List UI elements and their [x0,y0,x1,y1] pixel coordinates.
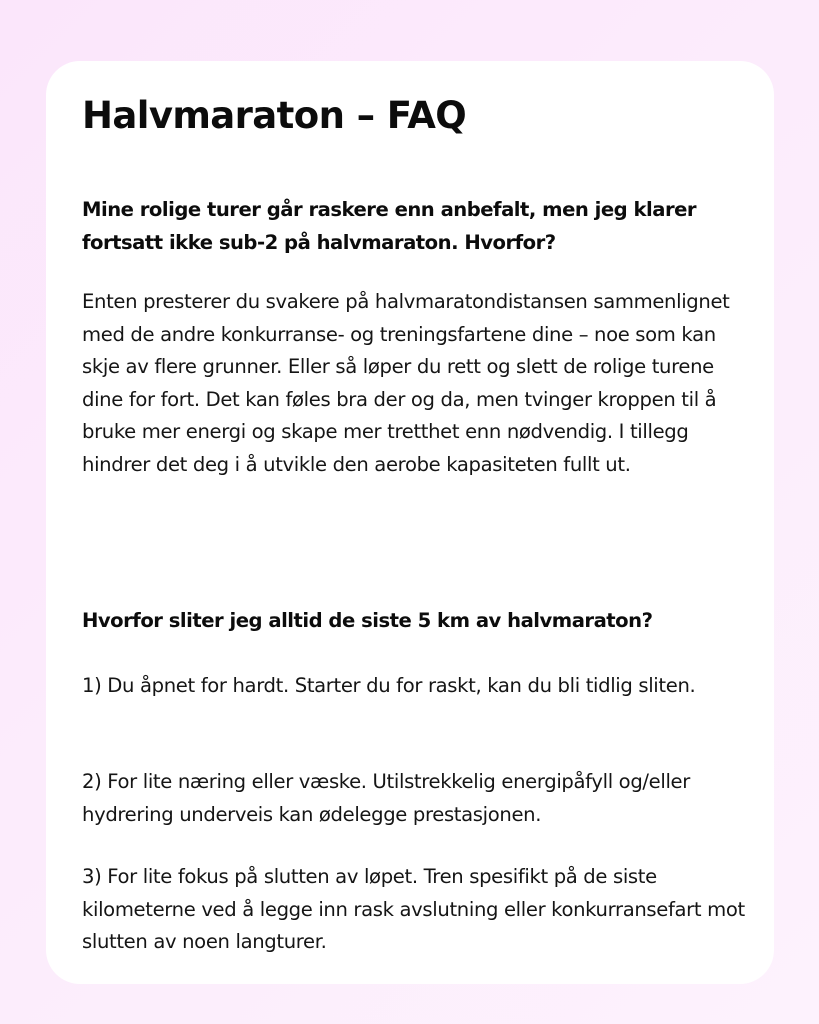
faq-answer-2-point-1: 1) Du åpnet for hardt. Starter du for raskt, kan du bli tidlig sliten. [82,674,696,697]
faq-card [46,61,774,984]
page-title: Halvmaraton – FAQ [82,94,467,137]
faq-answer-2-point-2: 2) For lite næring eller væske. Utilstrekkelig energipåfyll og/eller hydrering underveis kan ødelegge prestasjonen. [82,770,690,826]
faq-question-2: Hvorfor sliter jeg alltid de siste 5 km av halvmaraton? [82,609,653,632]
faq-question-1: Mine rolige turer går raskere enn anbefalt, men jeg klarer fortsatt ikke sub-2 på halvmaraton. Hvorfor? [82,198,697,254]
faq-answer-1: Enten presterer du svakere på halvmaratondistansen sammenlignet med de andre konkurranse- og treningsfartene dine – noe som kan skje av flere grunner. Eller så løper du rett og slett de rolige turene dine for fort. Det kan føles bra der og da, men tvinger kroppen til å bruke mer energi og skape mer tretthet enn nødvendig. I tillegg hindrer det deg i å utvikle den aerobe kapasiteten fullt ut. [82,290,730,476]
faq-answer-2-point-3: 3) For lite fokus på slutten av løpet. Tren spesifikt på de siste kilometerne ved å legge inn rask avslutning eller konkurransefart mot slutten av noen langturer. [82,865,745,953]
